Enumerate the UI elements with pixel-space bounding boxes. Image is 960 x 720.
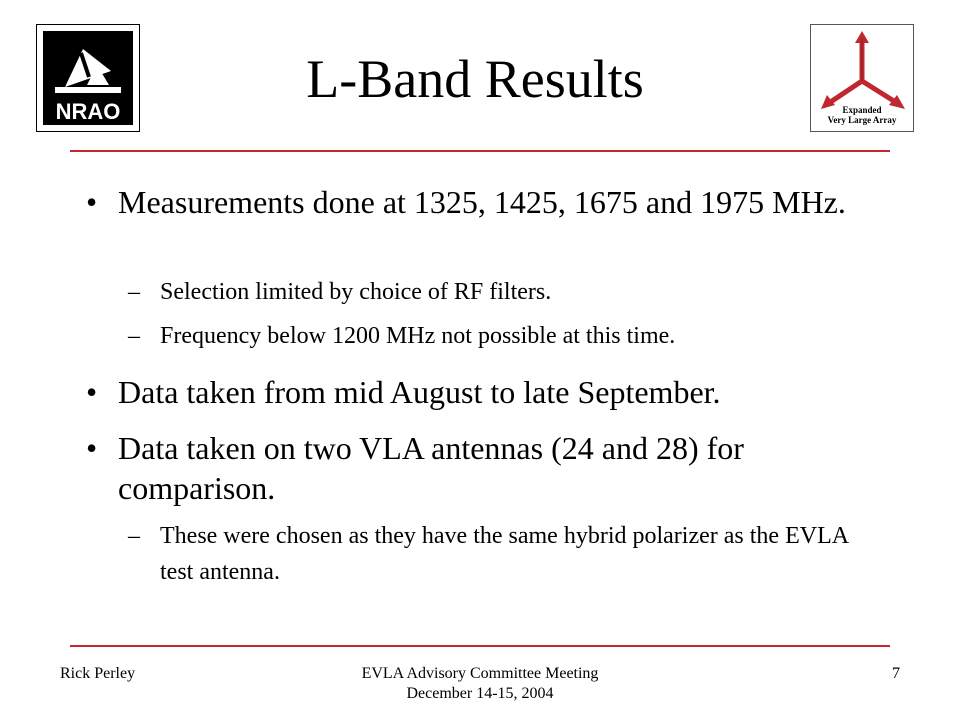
footer-author: Rick Perley (60, 665, 136, 682)
dash-marker: – (128, 523, 140, 549)
evla-logo (810, 24, 914, 132)
footer-event-line2: December 14-15, 2004 (406, 685, 554, 702)
bullet-text: Data taken from mid August to late September. (118, 374, 721, 410)
sub-bullet-item (128, 318, 860, 354)
nrao-logo-graphic (37, 25, 139, 131)
page-number: 7 (892, 665, 900, 682)
evla-logo-line1: Expanded (842, 105, 882, 115)
nrao-logo (36, 24, 140, 132)
dash-marker: – (128, 323, 140, 349)
title-divider (70, 150, 890, 152)
evla-logo-graphic (811, 25, 913, 131)
sub-bullet-text: Selection limited by choice of RF filters. (160, 279, 552, 305)
bullet-item (86, 428, 878, 508)
slide-title: L-Band Results (306, 49, 644, 109)
sub-bullet-item (128, 518, 860, 590)
sub-bullet-text: These were chosen as they have the same hybrid polarizer as the EVLA test antenna. (160, 523, 848, 585)
footer-event (280, 664, 680, 704)
bullet-item (86, 182, 878, 222)
bullet-text: Measurements done at 1325, 1425, 1675 and 1975 MHz. (118, 184, 846, 220)
sub-bullet-text: Frequency below 1200 MHz not possible at this time. (160, 323, 676, 349)
sub-bullet-item (128, 274, 860, 310)
nrao-logo-text: NRAO (55, 99, 121, 124)
footer-event-line1: EVLA Advisory Committee Meeting (361, 665, 599, 682)
bullet-marker: • (86, 374, 98, 410)
bullet-text: Data taken on two VLA antennas (24 and 28) for comparison. (118, 430, 744, 506)
bullet-marker: • (86, 184, 98, 220)
evla-logo-line2: Very Large Array (827, 115, 897, 125)
dash-marker: – (128, 279, 140, 305)
bullet-marker: • (86, 430, 98, 466)
bullet-item (86, 372, 878, 412)
footer-divider (70, 645, 890, 647)
